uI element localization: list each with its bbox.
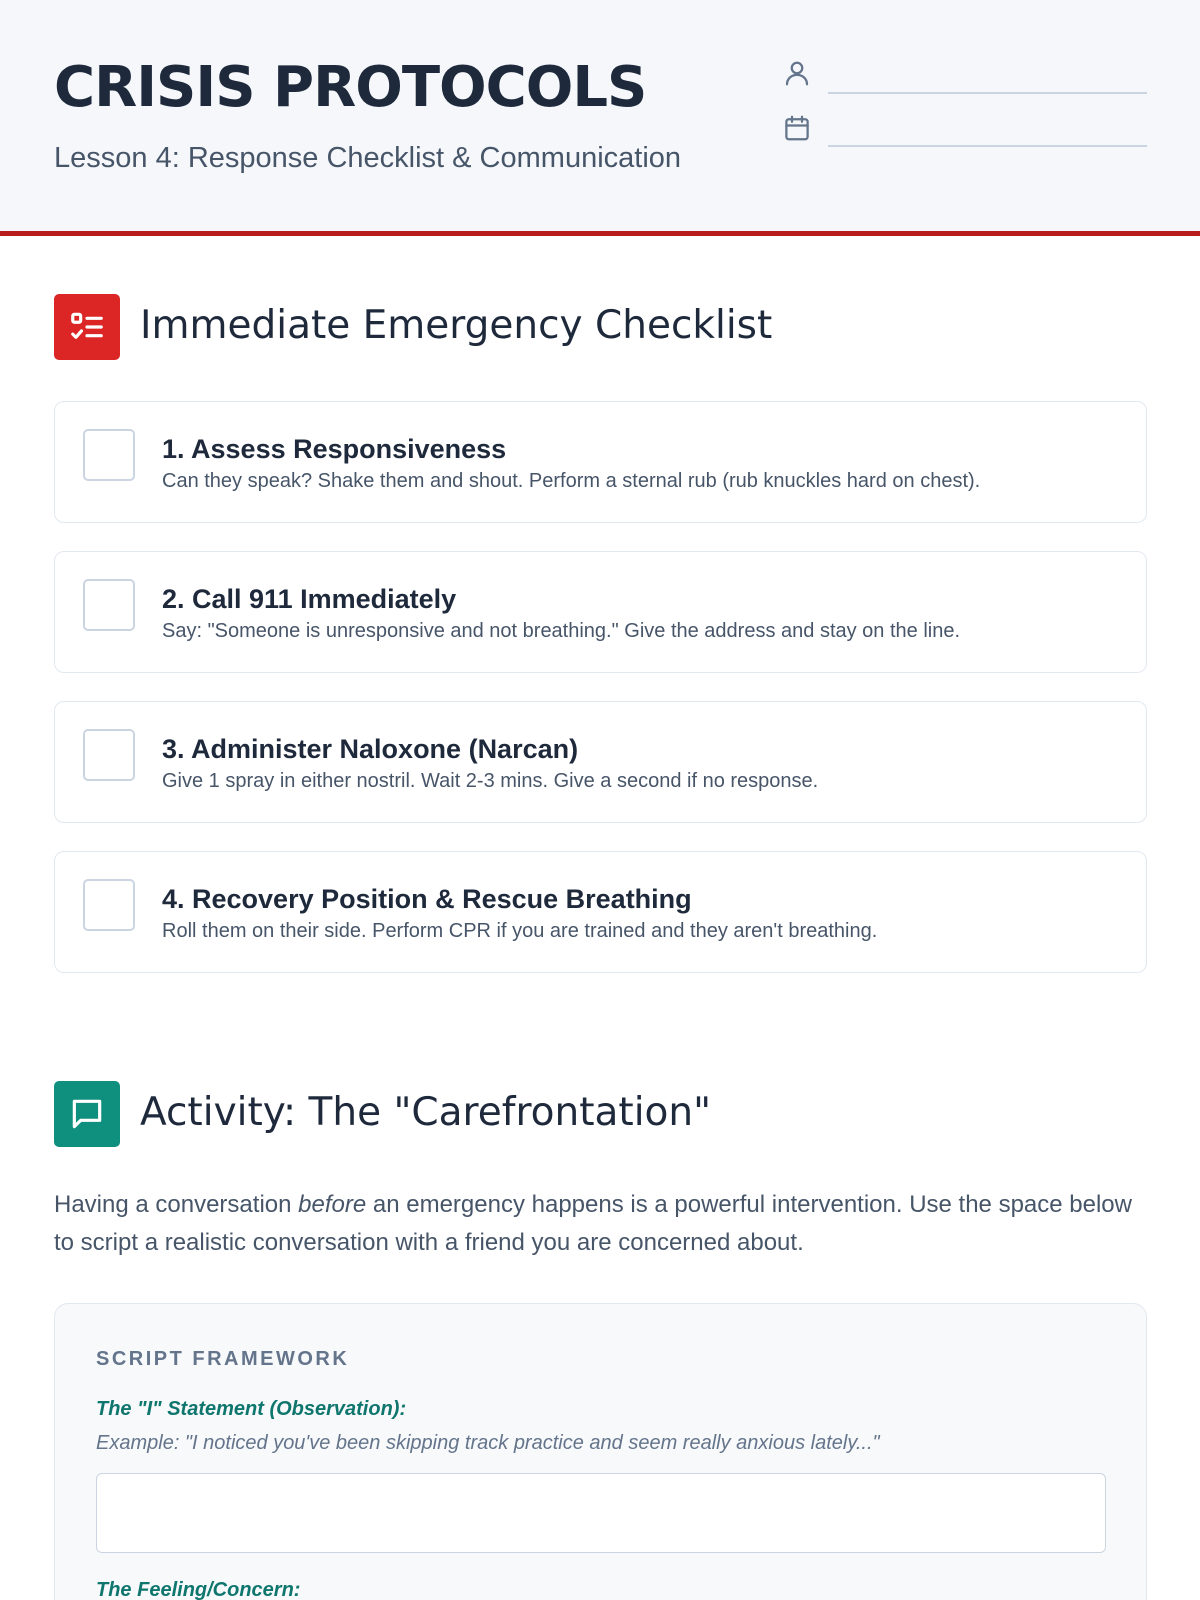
checklist-item-description: Say: "Someone is unresponsive and not breathing." Give the address and stay on the line. (162, 620, 961, 642)
calendar-icon (782, 113, 812, 143)
checklist-item (54, 851, 1147, 973)
checklist-item-title: 1. Assess Responsiveness (162, 434, 507, 464)
page-subtitle: Lesson 4: Response Checklist & Communication (54, 142, 682, 174)
feeling-label: The Feeling/Concern: (96, 1579, 301, 1600)
observation-example: Example: "I noticed you've been skipping track practice and seem really anxious lately..." (96, 1432, 880, 1454)
intro-text-start: Having a conversation (54, 1191, 299, 1218)
checklist-checkbox[interactable] (83, 579, 135, 631)
checklist-item-description: Roll them on their side. Perform CPR if you are trained and they aren't breathing. (162, 920, 878, 942)
checklist-checkbox[interactable] (83, 879, 135, 931)
chat-bubble-icon (54, 1081, 120, 1147)
checklist-checkbox[interactable] (83, 729, 135, 781)
page-title: CRISIS PROTOCOLS (54, 55, 647, 120)
user-icon (782, 58, 812, 88)
framework-heading: SCRIPT FRAMEWORK (96, 1348, 350, 1370)
checklist-item (54, 401, 1147, 523)
checklist-item-title: 4. Recovery Position & Rescue Breathing (162, 884, 692, 914)
checklist-section-title: Immediate Emergency Checklist (140, 303, 773, 348)
observation-label: The "I" Statement (Observation): (96, 1398, 407, 1420)
observation-input[interactable] (96, 1473, 1106, 1553)
intro-emphasis: before (298, 1191, 367, 1218)
activity-section-title: Activity: The "Carefrontation" (140, 1090, 712, 1135)
page-header (0, 0, 1200, 236)
checklist-checkbox[interactable] (83, 429, 135, 481)
checklist-item (54, 551, 1147, 673)
checklist-item-title: 3. Administer Naloxone (Narcan) (162, 734, 579, 764)
intro-text-end: an emergency happens is a powerful intervention. Use the space below to script a realistic conversation with a friend you are concerned about. (54, 1191, 1132, 1256)
script-framework-card (54, 1303, 1147, 1600)
checklist-item-title: 2. Call 911 Immediately (162, 584, 457, 614)
activity-intro (54, 1186, 1147, 1262)
name-field-line[interactable] (828, 92, 1147, 94)
date-field-line[interactable] (828, 145, 1147, 147)
checklist-item-description: Can they speak? Shake them and shout. Perform a sternal rub (rub knuckles hard on chest). (162, 470, 981, 492)
checklist-item-description: Give 1 spray in either nostril. Wait 2-3 mins. Give a second if no response. (162, 770, 819, 792)
checklist-icon (54, 294, 120, 360)
checklist-item (54, 701, 1147, 823)
